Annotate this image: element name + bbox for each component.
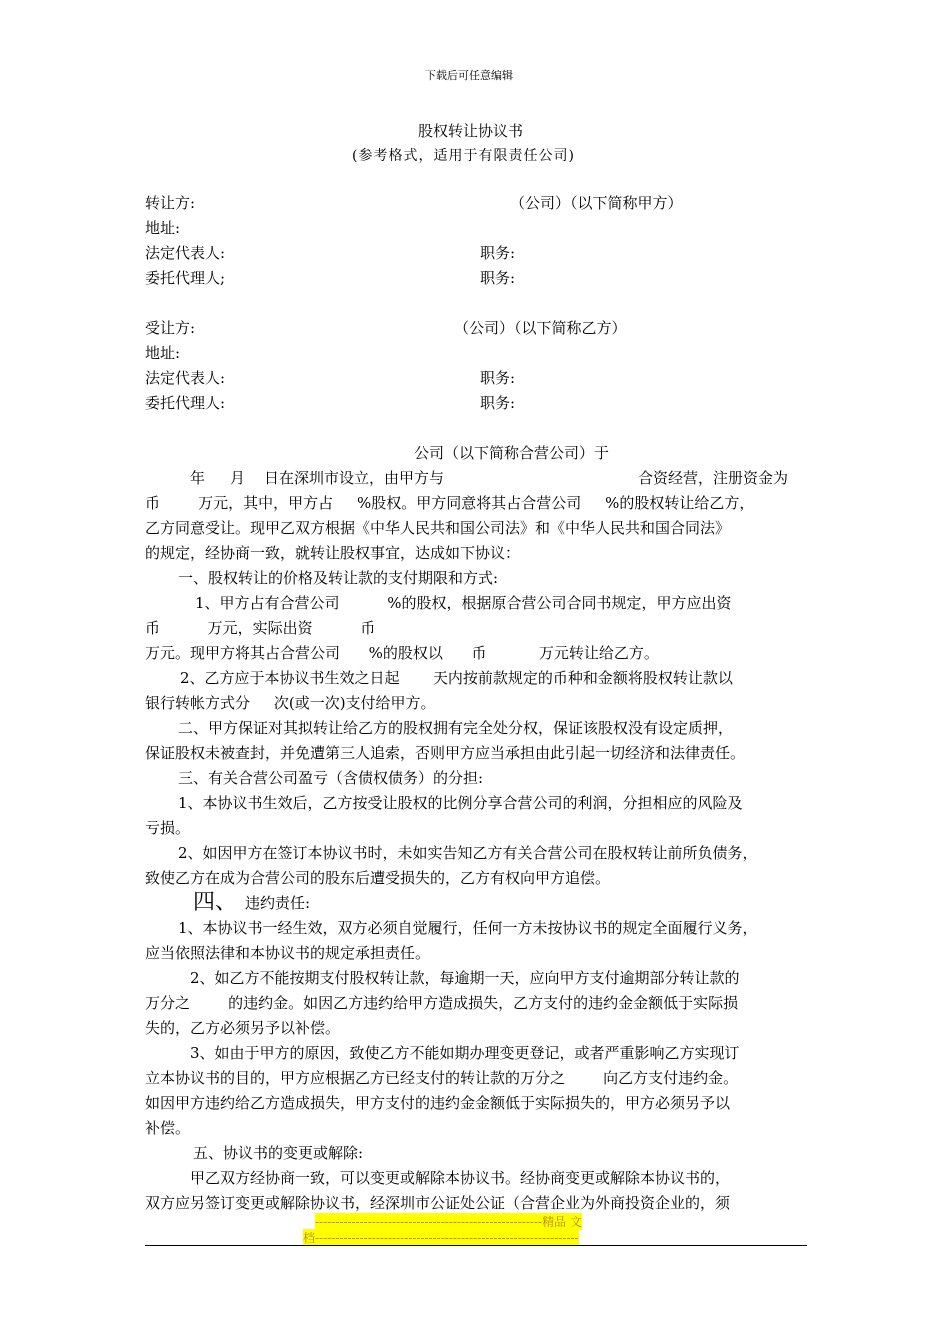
intro-year: 年 <box>190 469 206 487</box>
section-5-line-b: 双方应另签订变更或解除协议书，经深圳市公证处公证（合营企业为外商投资企业的，须 <box>145 1194 731 1212</box>
transferor-label: 转让方: <box>145 194 196 212</box>
footer-watermark-line-2: 档----------------------------------------------------------------- <box>303 1231 579 1245</box>
section-4-item-2-a: 2、如乙方不能按期支付股权转让款，每逾期一天，应向甲方支付逾期部分转让款的 <box>190 969 740 987</box>
section-5-heading: 五、协议书的变更或解除: <box>193 1144 364 1162</box>
document-subtitle: (参考格式，适用于有限责任公司) <box>352 148 575 164</box>
section-1-item-1-a: 1、甲方占有合营公司 %的股权，根据原合营公司合同书规定，甲方应出资 <box>195 594 732 612</box>
section-1-item-2-b: 银行转帐方式分 次(或一次)支付给甲方。 <box>145 694 436 712</box>
section-4-item-2-c: 失的，乙方必须另予以补偿。 <box>145 1019 341 1037</box>
section-4-item-3-b: 立本协议书的目的，甲方应根据乙方已经支付的转让款的万分之 向乙方支付违约金。 <box>145 1069 739 1087</box>
intro-line-1: 公司（以下简称合营公司）于 <box>414 444 610 462</box>
transferor-legal-rep: 法定代表人: <box>145 244 226 262</box>
section-1-item-1-b: 币 万元，实际出资 币 <box>145 619 376 637</box>
transferor-agent: 委托代理人; <box>145 269 226 287</box>
transferee-agent: 委托代理人: <box>145 394 226 412</box>
section-5-line-a: 甲乙双方经协商一致，可以变更或解除本协议书。经协商变更或解除本协议书的， <box>190 1169 731 1187</box>
section-1-item-2-a: 2、乙方应于本协议书生效之日起 天内按前款规定的币种和金额将股权转让款以 <box>180 669 733 687</box>
section-3-item-1-a: 1、本协议书生效后，乙方按受让股权的比例分享合营公司的利润，分担相应的风险及 <box>178 794 743 812</box>
section-1-item-1-c: 万元。现甲方将其占合营公司 %的股权以 币 万元转让给乙方。 <box>145 644 659 662</box>
transferee-position-1: 职务: <box>480 369 516 387</box>
section-3-item-2-a: 2、如因甲方在签订本协议书时，未如实告知乙方有关合营公司在股权转让前所负债务， <box>178 844 758 862</box>
section-4-item-3-c: 如因甲方违约给乙方造成损失，甲方支付的违约金金额低于实际损失的，甲方必须另予以 <box>145 1094 731 1112</box>
transferee-position-2: 职务: <box>480 394 516 412</box>
section-4-number: 四、 <box>193 890 238 915</box>
transferee-suffix: （公司）（以下简称乙方） <box>454 319 627 337</box>
section-4-item-1-a: 1、本协议书一经生效，双方必须自觉履行，任何一方未按协议书的规定全面履行义务， <box>178 919 758 937</box>
section-4-item-2-b: 万分之 的违约金。如因乙方违约给甲方造成损失，乙方支付的违约金金额低于实际损 <box>145 994 739 1012</box>
intro-line-4: 乙方同意受让。现甲乙双方根据《中华人民共和国公司法》和《中华人民共和国合同法》 <box>145 519 731 537</box>
transferee-label: 受让方: <box>145 319 196 337</box>
transferee-address: 地址: <box>145 344 181 362</box>
footer-watermark-line-1: --------------------------------------------------------精品 文 <box>315 1215 582 1229</box>
section-2-line-b: 保证股权未被查封，并免遭第三人追索，否则甲方应当承担由此引起一切经济和法律责任。 <box>145 744 746 762</box>
section-4-item-3-d: 补偿。 <box>145 1119 191 1137</box>
section-3-item-2-b: 致使乙方在成为合营公司的股东后遭受损失的，乙方有权向甲方追偿。 <box>145 869 611 887</box>
footer-divider <box>145 1245 807 1246</box>
section-3-item-1-b: 亏损。 <box>145 819 191 837</box>
transferor-position-2: 职务: <box>480 269 516 287</box>
intro-line-3: 币 万元，其中，甲方占 %股权。甲方同意将其占合营公司 %的股权转让给乙方， <box>145 494 755 512</box>
document-title: 股权转让协议书 <box>418 122 524 140</box>
section-1-heading: 一、股权转让的价格及转让款的支付期限和方式: <box>178 569 499 587</box>
intro-month: 月 <box>230 469 246 487</box>
section-3-heading: 三、有关合营公司盈亏（含债权债务）的分担: <box>178 769 484 787</box>
transferor-address: 地址: <box>145 219 181 237</box>
transferee-legal-rep: 法定代表人: <box>145 369 226 387</box>
section-4-heading: 违约责任: <box>245 894 311 912</box>
transferor-suffix: （公司）（以下简称甲方） <box>510 194 683 212</box>
intro-day-text: 日在深圳市设立，由甲方与 <box>264 469 445 487</box>
transferor-position-1: 职务: <box>480 244 516 262</box>
intro-jv-text: 合资经营，注册资金为 <box>638 469 789 487</box>
page-header: 下载后可任意编辑 <box>425 69 513 82</box>
section-2-line-a: 二、甲方保证对其拟转让给乙方的股权拥有完全处分权，保证该股权没有设定质押， <box>178 719 734 737</box>
intro-line-5: 的规定，经协商一致，就转让股权事宜，达成如下协议： <box>145 544 521 562</box>
section-4-item-1-b: 应当依照法律和本协议书的规定承担责任。 <box>145 944 431 962</box>
section-4-item-3-a: 3、如由于甲方的原因，致使乙方不能如期办理变更登记，或者严重影响乙方实现订 <box>190 1044 740 1062</box>
